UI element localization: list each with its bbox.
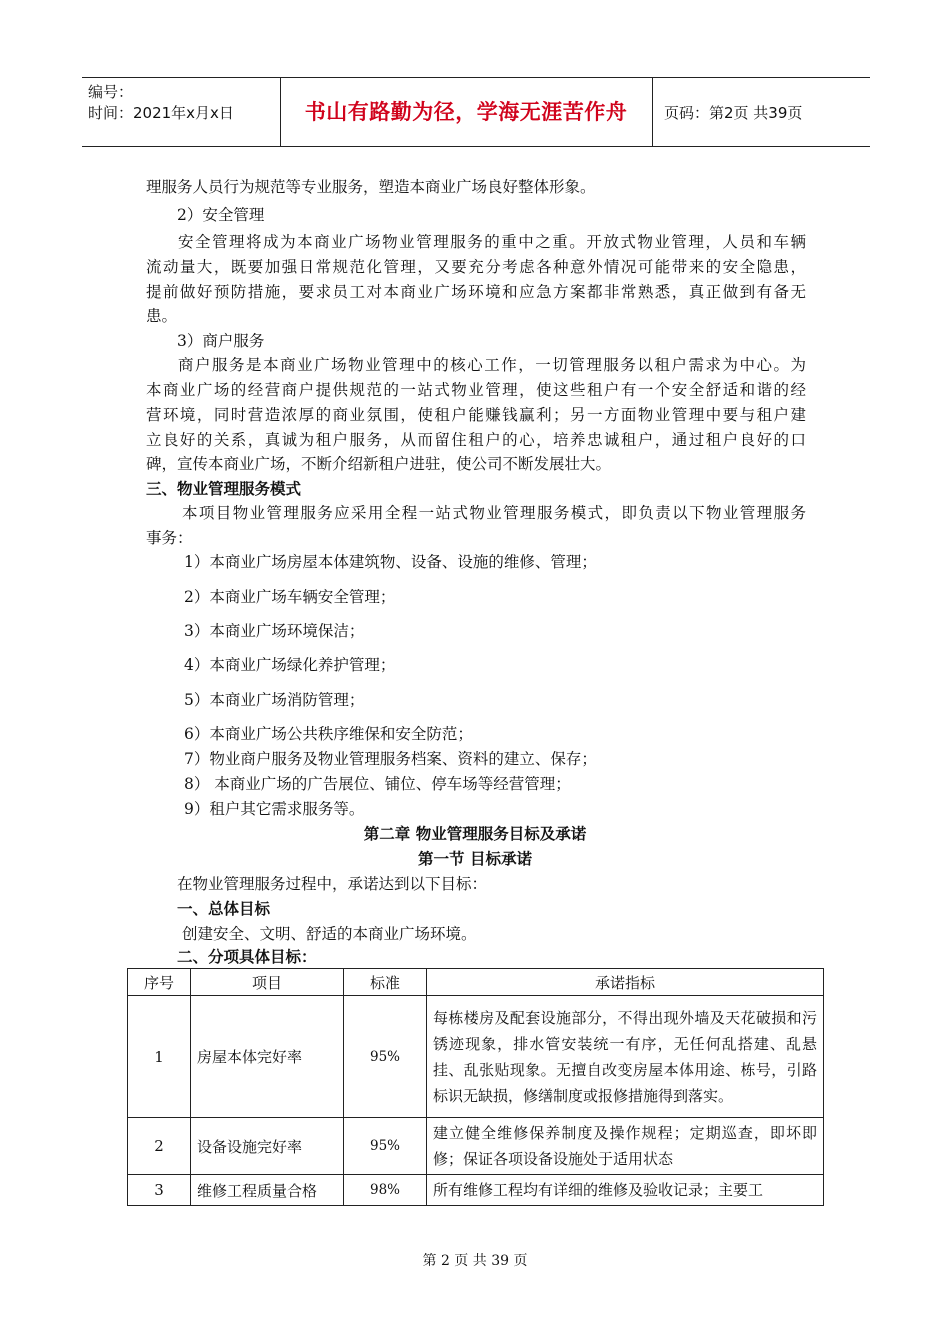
list-item: 3）本商业广场环境保洁； (184, 622, 365, 640)
table-row (128, 1175, 824, 1206)
header-page-number: 页码：第2页 共39页 (664, 104, 803, 122)
header-divider (652, 78, 653, 146)
list-item: 2）本商业广场车辆安全管理； (184, 588, 396, 606)
subheading-merchant: 3）商户服务 (177, 332, 265, 350)
cell-no: 1 (128, 996, 191, 1118)
cell-standard: 95% (344, 996, 427, 1118)
list-item: 1）本商业广场房屋本体建筑物、设备、设施的维修、管理； (184, 553, 597, 571)
paragraph-line: 流动量大，既要加强日常规范化管理，又要充分考虑各种意外情况可能带来的安全隐患， (146, 258, 806, 276)
list-item: 6）本商业广场公共秩序维保和安全防范； (184, 725, 473, 743)
doc-time-label: 时间：2021年x月x日 (88, 104, 234, 122)
heading-overall-goal: 一、总体目标 (177, 899, 271, 918)
list-item: 4）本商业广场绿化养护管理； (184, 656, 396, 674)
page-footer: 第 2 页 共 39 页 (422, 1253, 528, 1269)
paragraph-line: 本项目物业管理服务应采用全程一站式物业管理服务模式，即负责以下物业管理服务 (182, 504, 806, 522)
table-row (128, 996, 824, 1118)
paragraph-line: 本商业广场的经营商户提供规范的一站式物业管理，使这些租户有一个安全舒适和谐的经 (146, 381, 806, 399)
column-header: 承诺指标 (427, 969, 824, 996)
section-heading-mode: 三、物业管理服务模式 (146, 479, 302, 498)
column-header: 项目 (191, 969, 344, 996)
paragraph-line: 营环境，同时营造浓厚的商业氛围，使租户能赚钱赢利；另一方面物业管理中要与租户建 (146, 406, 806, 424)
heading-specific-goals: 二、分项具体目标： (177, 947, 317, 966)
header-meta (88, 82, 278, 124)
paragraph-line: 碑，宣传本商业广场，不断介绍新租户进驻，使公司不断发展壮大。 (146, 455, 612, 473)
column-header: 标准 (344, 969, 427, 996)
table-header-row (128, 969, 824, 996)
paragraph-line: 患。 (146, 307, 178, 325)
cell-standard: 98% (344, 1175, 427, 1206)
section-title: 第一节 目标承诺 (418, 849, 532, 868)
paragraph-line: 创建安全、文明、舒适的本商业广场环境。 (182, 925, 477, 943)
paragraph-line: 事务： (146, 529, 193, 547)
cell-no: 3 (128, 1175, 191, 1206)
list-item: 8） 本商业广场的广告展位、铺位、停车场等经营管理； (184, 775, 571, 793)
paragraph-line: 立良好的关系，真诚为租户服务，从而留住租户的心，培养忠诚租户，通过租户良好的口 (146, 431, 806, 449)
cell-commitment: 建立健全维修保养制度及操作规程；定期巡查，即坏即修；保证各项设备设施处于适用状态 (427, 1118, 824, 1175)
cell-item: 设备设施完好率 (191, 1118, 344, 1175)
cell-standard: 95% (344, 1118, 427, 1175)
table-row (128, 1118, 824, 1175)
cell-commitment: 每栋楼房及配套设施部分，不得出现外墙及天花破损和污锈迹现象，排水管安装统一有序，无任何乱搭建、乱悬挂、乱张贴现象。无擅自改变房屋本体用途、栋号，引路标识无缺损，修缮制度或报修措施得到落实。 (427, 996, 824, 1118)
column-header: 序号 (128, 969, 191, 996)
header-motto: 书山有路勤为径，学海无涯苦作舟 (304, 100, 628, 124)
page-header (82, 77, 870, 147)
paragraph-line: 提前做好预防措施，要求员工对本商业广场环境和应急方案都非常熟悉，真正做到有备无 (146, 283, 806, 301)
cell-commitment: 所有维修工程均有详细的维修及验收记录；主要工 (427, 1175, 824, 1206)
doc-number-label: 编号： (88, 83, 134, 101)
list-item: 5）本商业广场消防管理； (184, 691, 365, 709)
cell-no: 2 (128, 1118, 191, 1175)
list-item: 9）租户其它需求服务等。 (184, 800, 365, 818)
list-item: 7）物业商户服务及物业管理服务档案、资料的建立、保存； (184, 750, 597, 768)
paragraph-line: 理服务人员行为规范等专业服务，塑造本商业广场良好整体形象。 (146, 178, 596, 196)
paragraph-line: 商户服务是本商业广场物业管理中的核心工作，一切管理服务以租户需求为中心。为 (178, 356, 806, 374)
chapter-title: 第二章 物业管理服务目标及承诺 (363, 824, 587, 843)
targets-table (127, 968, 824, 1206)
subheading-safety: 2）安全管理 (177, 206, 265, 224)
cell-item: 维修工程质量合格 (191, 1175, 344, 1206)
paragraph-line: 安全管理将成为本商业广场物业管理服务的重中之重。开放式物业管理，人员和车辆 (178, 233, 806, 251)
paragraph-line: 在物业管理服务过程中，承诺达到以下目标： (177, 875, 488, 893)
cell-item: 房屋本体完好率 (191, 996, 344, 1118)
